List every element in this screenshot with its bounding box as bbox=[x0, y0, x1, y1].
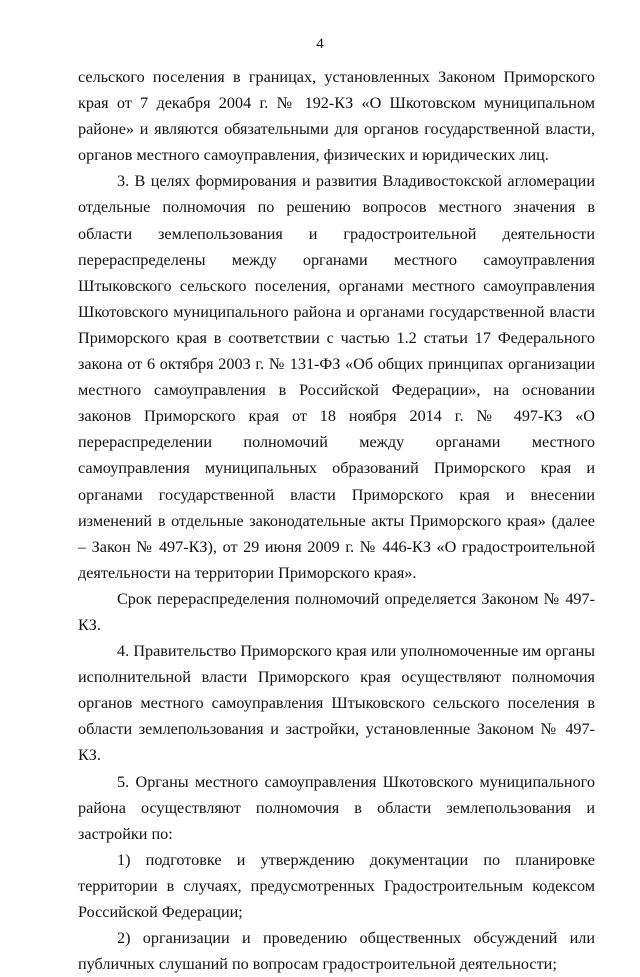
paragraph-item-4: 4. Правительство Приморского края или уполномоченные им органы исполнительной власти Приморского края осуществляют полномочия органов местного самоуправления Штыковского сельского поселения в области землепользования и застройки, установленные Законом № 497-КЗ. bbox=[78, 642, 595, 765]
paragraph-item-3: 3. В целях формирования и развития Владивостокской агломерации отдельные полномочия по решению вопросов местного значения в области землепользования и градостроительной деятельности перераспределены между органами местного самоуправления Штыковского сельского поселения, органами местного самоуправления Шкотовского муниципального района и органами государственной власти Приморского края в соответствии с частью 1.2 статьи 17 Федерального закона от 6 октября 2003 г. № 131-ФЗ «Об общих принципах организации местного самоуправления в Российской Федерации», на основании законов Приморского края от 18 ноября 2014 г. № 497-КЗ «О перераспределении полномочий между органами местного самоуправления муниципальных образований Приморского края и органами государственной власти Приморского края и внесении изменений в отдельные законодательные акты Приморского края» (далее – Закон № 497-КЗ), от 29 июня 2009 г. № 446-КЗ «О градостроительной деятельности на территории Приморского края». bbox=[78, 172, 595, 582]
paragraph-subitem-1: 1) подготовке и утверждению документации по планировке территории в случаях, предусмотренных Градостроительным кодексом Российской Федерации; bbox=[78, 850, 595, 921]
document-body bbox=[78, 64, 595, 977]
paragraph-item-5: 5. Органы местного самоуправления Шкотовского муниципального района осуществляют полномочия в области землепользования и застройки по: bbox=[78, 772, 595, 843]
paragraph-subitem-2: 2) организации и проведению общественных обсуждений или публичных слушаний по вопросам градостроительной деятельности; bbox=[78, 929, 595, 974]
paragraph-continuation: сельского поселения в границах, установленных Законом Приморского края от 7 декабря 2004 г. № 192-КЗ «О Шкотовском муниципальном районе» и являются обязательными для органов государственной власти, органов местного самоуправления, физических и юридических лиц. bbox=[78, 68, 595, 165]
paragraph-term: Срок перераспределения полномочий определяется Законом № 497-КЗ. bbox=[78, 589, 595, 634]
page-number: 4 bbox=[316, 36, 324, 52]
